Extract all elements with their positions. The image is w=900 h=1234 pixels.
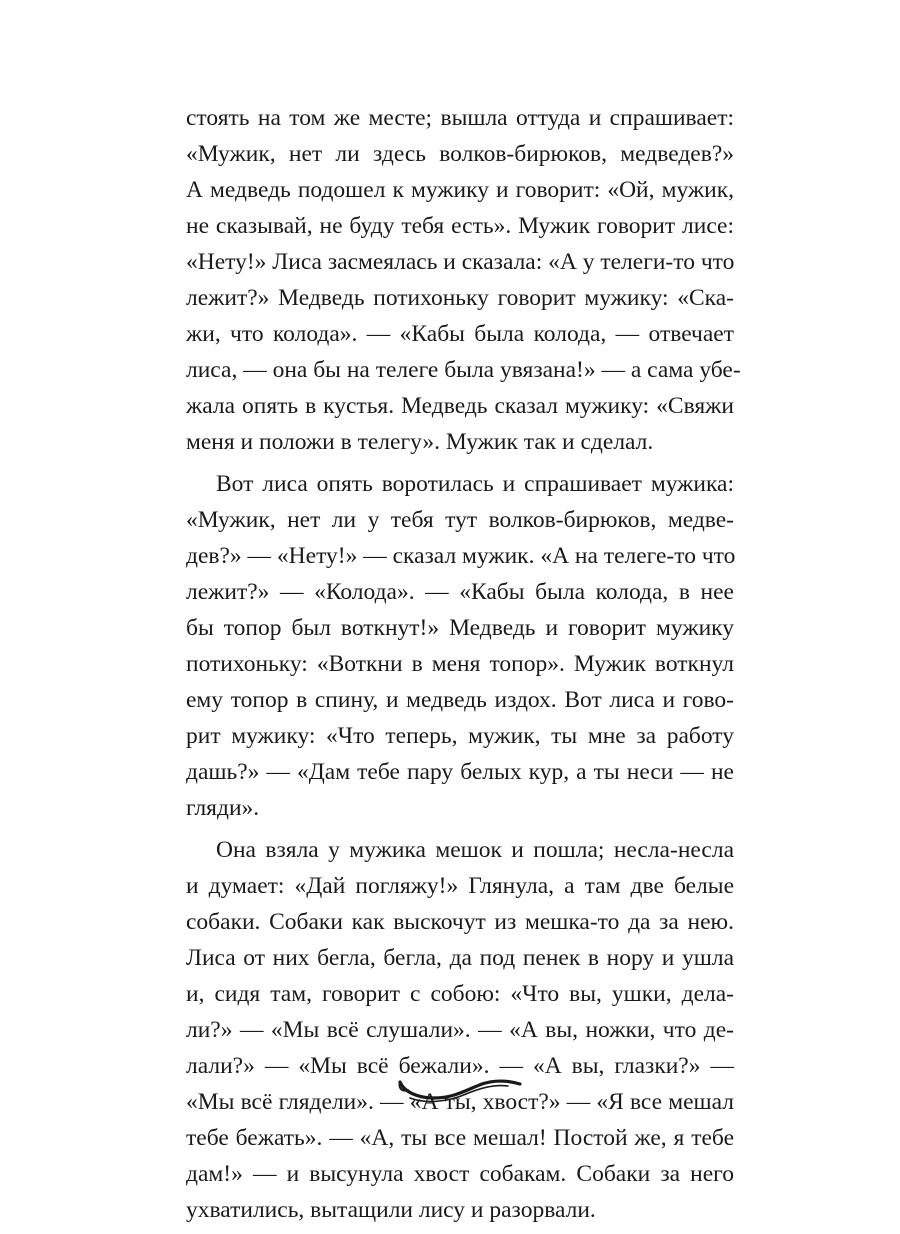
text-line: бы топор был воткнут!» Медведь и говорит мужику [186,615,734,641]
text-line: лежит?» — «Колода». — «Кабы была колода, в нее [186,579,734,605]
text-line: и, сидя там, говорит с собою: «Что вы, ушки, дела- [186,981,734,1007]
text-line: потихоньку: «Воткни в меня топор». Мужик воткнул [186,651,734,677]
text-line: гляди». [186,795,260,821]
text-line: жала опять в кустья. Медведь сказал мужику: «Свяжи [186,393,734,419]
text-line: А медведь подошел к мужику и говорит: «Ой, мужик, [186,177,734,203]
text-line: и думает: «Дай погляжу!» Глянула, а там две белые [186,873,734,899]
text-line: «Мужик, нет ли у тебя тут волков-бирюков, медве- [186,507,734,533]
text-line: тебе бежать». — «А, ты все мешал! Постой же, я тебе [186,1125,734,1151]
text-line: Лиса от них бегла, бегла, да под пенек в нору и ушла [186,945,734,971]
text-line: дев?» — «Нету!» — сказал мужик. «А на телеге-то что [186,543,736,569]
text-line: ухватились, вытащили лису и разорвали. [186,1197,596,1223]
text-line: Вот лиса опять воротилась и спрашивает мужика: [216,471,734,497]
text-line: «Нету!» Лиса засмеялась и сказала: «А у телеги-то что [186,249,735,275]
paragraph-3 [186,832,734,1228]
flourish-icon [396,1068,524,1112]
text-line: Она взяла у мужика мешок и пошла; несла-несла [216,837,734,863]
text-line: стоять на том же месте; вышла оттуда и спрашивает: [186,105,734,131]
text-line: лиса, — она бы на телеге была увязана!» — а сама убе- [186,357,741,383]
text-line: ему топор в спину, и медведь издох. Вот лиса и гово- [186,687,734,713]
text-line: собаки. Собаки как выскочут из мешка-то да за нею. [186,909,734,935]
paragraph-2 [186,466,734,826]
text-line: дам!» — и высунула хвост собакам. Собаки за него [186,1161,734,1187]
text-line: ли?» — «Мы всё слушали». — «А вы, ножки, что де- [186,1017,734,1043]
text-line: «Мы всё глядели». — «А ты, хвост?» — «Я все мешал [186,1089,734,1115]
paragraph-1 [186,100,741,460]
text-line: дашь?» — «Дам тебе пару белых кур, а ты неси — не [186,759,734,785]
text-line: рит мужику: «Что теперь, мужик, ты мне за работу [186,723,734,749]
text-line: «Мужик, нет ли здесь волков-бирюков, медведев?» [186,141,734,167]
text-line: лали?» — «Мы всё бежали». — «А вы, глазки?» — [186,1053,734,1079]
text-line: жи, что колода». — «Кабы была колода, — отвечает [186,321,734,347]
text-line: лежит?» Медведь потихоньку говорит мужику: «Ска- [186,285,734,311]
page-text [186,100,741,1234]
text-line: не сказывай, не буду тебя есть». Мужик говорит лисе: [186,213,734,239]
text-line: меня и положи в телегу». Мужик так и сделал. [186,429,654,455]
